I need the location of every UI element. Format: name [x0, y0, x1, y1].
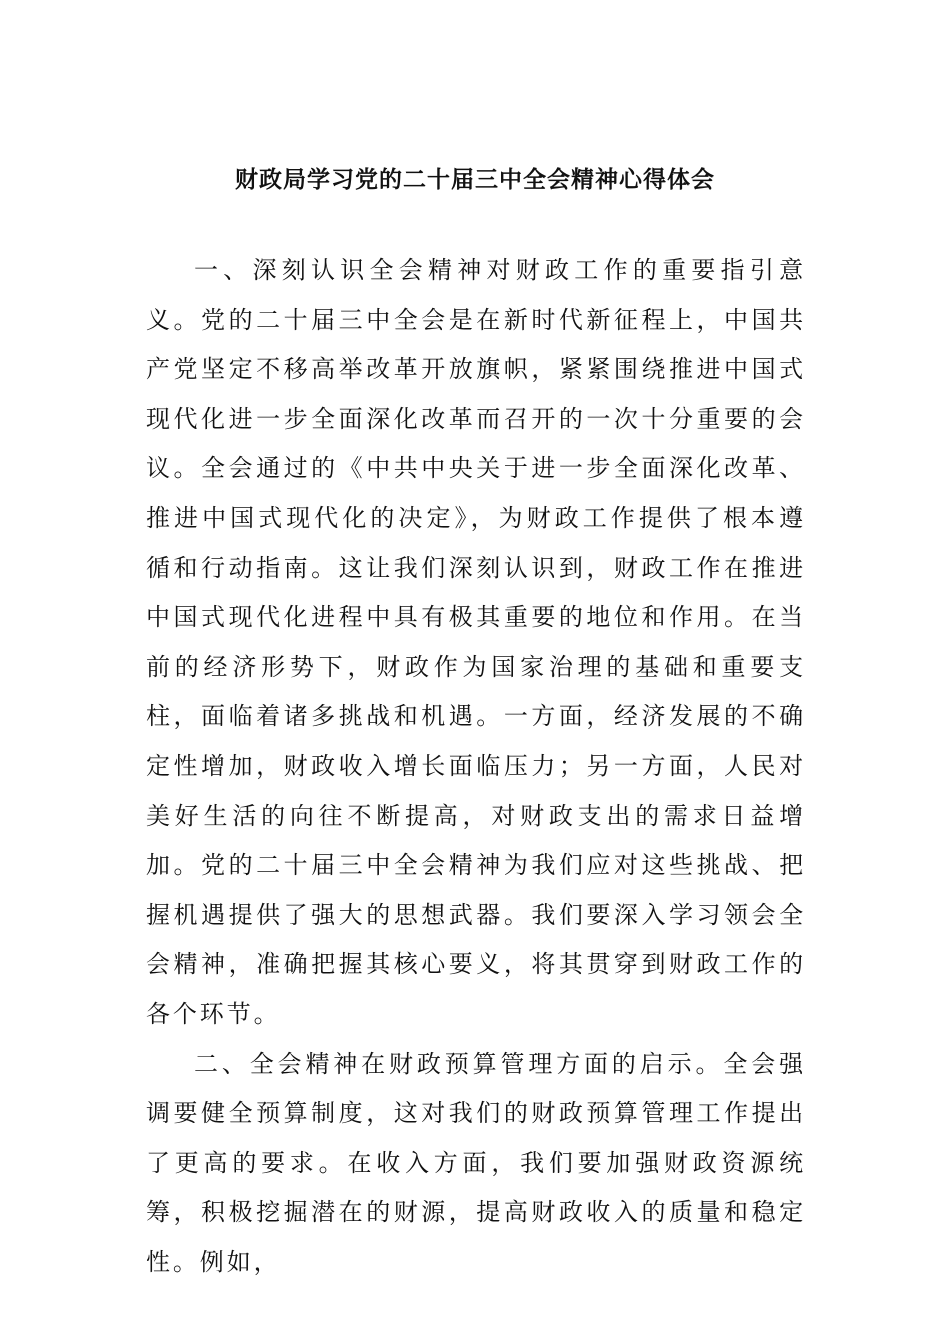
document-body	[146, 246, 806, 1287]
paragraph-1: 一、深刻认识全会精神对财政工作的重要指引意义。党的二十届三中全会是在新时代新征程上，中国共产党坚定不移高举改革开放旗帜，紧紧围绕推进中国式现代化进一步全面深化改革而召开的一次十分重要的会议。全会通过的《中共中央关于进一步全面深化改革、推进中国式现代化的决定》，为财政工作提供了根本遵循和行动指南。这让我们深刻认识到，财政工作在推进中国式现代化进程中具有极其重要的地位和作用。在当前的经济形势下，财政作为国家治理的基础和重要支柱，面临着诸多挑战和机遇。一方面，经济发展的不确定性增加，财政收入增长面临压力；另一方面，人民对美好生活的向往不断提高，对财政支出的需求日益增加。党的二十届三中全会精神为我们应对这些挑战、把握机遇提供了强大的思想武器。我们要深入学习领会全会精神，准确把握其核心要义，将其贯穿到财政工作的各个环节。	[146, 256, 806, 1028]
paragraph-2: 二、全会精神在财政预算管理方面的启示。全会强调要健全预算制度，这对我们的财政预算管理工作提出了更高的要求。在收入方面，我们要加强财政资源统筹，积极挖掘潜在的财源，提高财政收入的质量和稳定性。例如，	[146, 1049, 806, 1276]
document-title: 财政局学习党的二十届三中全会精神心得体会	[235, 166, 715, 193]
